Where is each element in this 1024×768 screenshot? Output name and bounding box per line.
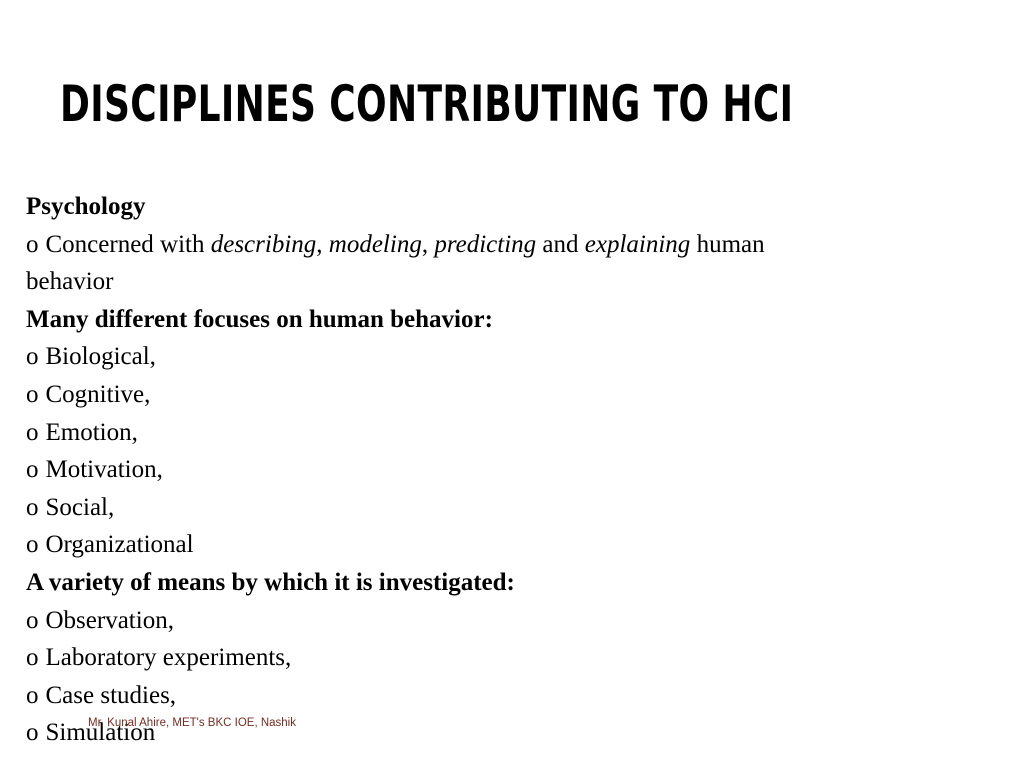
bullet-marker: o — [26, 681, 39, 709]
bullet-item — [26, 338, 986, 376]
desc-prefix: Concerned with — [45, 230, 211, 258]
slide-body — [26, 188, 986, 752]
bullet-marker: o — [26, 456, 39, 484]
term-explaining: explaining — [584, 230, 691, 258]
bullet-marker: o — [26, 644, 39, 672]
bullet-item — [26, 677, 986, 715]
bullet-text: Laboratory experiments, — [45, 644, 292, 672]
bullet-text: Biological, — [45, 343, 156, 371]
bullet-item — [26, 489, 986, 527]
means-heading: A variety of means by which it is investigated: — [26, 568, 515, 596]
bullet-marker: o — [26, 531, 39, 559]
term-predicting: predicting — [434, 230, 537, 258]
psychology-description — [26, 226, 986, 264]
bullet-item — [26, 526, 986, 564]
and-word: and — [536, 230, 585, 258]
bullet-item — [26, 414, 986, 452]
bullet-text: Social, — [45, 493, 115, 521]
separator: , — [316, 230, 329, 258]
bullet-marker: o — [26, 380, 39, 408]
slide-footer: Mr. Kunal Ahire, MET's BKC IOE, Nashik — [88, 717, 296, 729]
slide-title: DISCIPLINES CONTRIBUTING TO HCI — [60, 75, 794, 133]
bullet-text: Cognitive, — [45, 380, 151, 408]
bullet-marker: o — [26, 606, 39, 634]
bullet-text: Observation, — [45, 606, 174, 634]
bullet-marker: o — [26, 230, 39, 258]
bullet-item — [26, 602, 986, 640]
psychology-description-wrap: behavior — [26, 268, 114, 296]
bullet-text: Emotion, — [45, 418, 138, 446]
bullet-item — [26, 639, 986, 677]
bullet-marker: o — [26, 719, 39, 747]
psychology-heading: Psychology — [26, 193, 146, 220]
term-describing: describing — [210, 230, 317, 258]
focuses-heading: Many different focuses on human behavior: — [26, 305, 493, 333]
desc-suffix: human — [690, 230, 765, 258]
bullet-marker: o — [26, 343, 39, 371]
separator: , — [421, 230, 435, 258]
bullet-marker: o — [26, 418, 39, 446]
bullet-item — [26, 451, 986, 489]
bullet-text: Motivation, — [45, 456, 163, 484]
bullet-item — [26, 376, 986, 414]
bullet-text: Simulation — [45, 719, 156, 747]
bullet-marker: o — [26, 493, 39, 521]
bullet-text: Organizational — [45, 531, 194, 559]
bullet-text: Case studies, — [45, 681, 177, 709]
term-modeling: modeling — [328, 230, 422, 258]
